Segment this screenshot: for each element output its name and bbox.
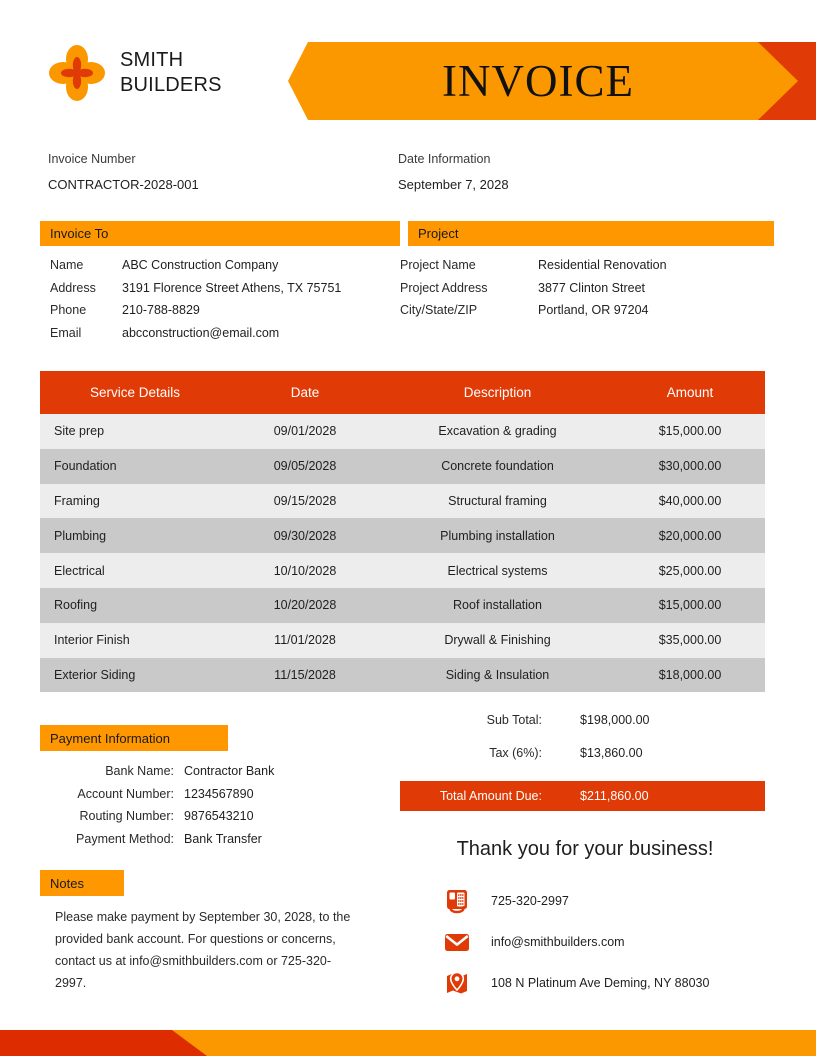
detail-value: 3191 Florence Street Athens, TX 75751: [122, 280, 342, 295]
table-row: [40, 588, 765, 623]
cell-description: Siding & Insulation: [445, 667, 550, 682]
contact-text: 725-320-2997: [491, 893, 569, 908]
detail-row: [50, 281, 341, 304]
envelope-icon: [443, 928, 471, 956]
cell-description: Drywall & Finishing: [444, 633, 551, 648]
payment-key: Payment Method:: [76, 831, 174, 846]
table-row: [40, 449, 765, 484]
cell-date: 11/01/2028: [274, 633, 336, 648]
cell-service: Electrical: [54, 563, 105, 578]
cell-description: Electrical systems: [447, 563, 548, 578]
detail-row: [400, 258, 667, 281]
detail-row: [400, 281, 667, 304]
column-header-date: Date: [290, 385, 320, 400]
detail-value: Residential Renovation: [538, 258, 667, 272]
detail-value: 210-788-8829: [122, 303, 200, 317]
invoice-to-band-title: Invoice To: [50, 226, 109, 241]
cell-service: Foundation: [54, 459, 117, 474]
payment-key: Routing Number:: [79, 809, 174, 823]
detail-key: Project Address: [400, 280, 488, 295]
party-band-row: [40, 221, 774, 246]
detail-key: City/State/ZIP: [400, 303, 478, 317]
payment-key: Account Number:: [77, 786, 174, 801]
cell-service: Site prep: [54, 424, 105, 439]
project-details: [400, 258, 667, 326]
cell-service: Framing: [54, 493, 100, 508]
detail-row: [50, 303, 341, 326]
cell-date: 09/30/2028: [273, 528, 337, 543]
page-footer: [0, 1000, 816, 1056]
detail-value: 3877 Clinton Street: [538, 280, 646, 295]
table-row: [40, 553, 765, 588]
project-band: [408, 221, 774, 246]
contact-row[interactable]: [443, 880, 773, 921]
detail-row: [400, 303, 667, 326]
page-header: [0, 0, 816, 130]
column-header-description: Description: [463, 385, 532, 400]
brand-line-1: SMITH: [120, 49, 184, 71]
payment-row: [40, 809, 274, 832]
contact-text: 108 N Platinum Ave Deming, NY 88030: [491, 975, 710, 990]
table-row: [40, 658, 765, 693]
column-header-service: Service Details: [89, 385, 181, 400]
detail-key: Email: [50, 325, 82, 340]
total-due-value: $211,860.00: [580, 789, 649, 803]
services-table: [40, 371, 765, 692]
invoice-number-label: Invoice Number: [48, 152, 136, 166]
detail-value: Portland, OR 97204: [538, 303, 649, 317]
detail-value: abcconstruction@email.com: [122, 325, 280, 340]
cell-amount: $18,000.00: [658, 667, 722, 682]
detail-value: ABC Construction Company: [122, 258, 279, 272]
payment-details: [40, 764, 274, 854]
cell-description: Excavation & grading: [438, 424, 557, 439]
tax-row: [400, 736, 765, 769]
totals-block: [400, 703, 765, 811]
cell-amount: $15,000.00: [658, 598, 722, 613]
payment-value: Bank Transfer: [184, 831, 262, 846]
cell-date: 10/10/2028: [273, 563, 337, 578]
payment-row: [40, 832, 274, 855]
contact-list: [443, 880, 773, 1003]
payment-value: 9876543210: [184, 809, 254, 823]
cell-amount: $15,000.00: [658, 424, 722, 439]
total-due-label: Total Amount Due:: [439, 789, 542, 803]
detail-key: Project Name: [400, 258, 476, 272]
date-label: Date Information: [398, 152, 491, 166]
payment-row: [40, 764, 274, 787]
table-row: [40, 518, 765, 553]
table-header-row: [40, 371, 765, 414]
map-pin-icon: [443, 969, 471, 997]
date-info-block: [398, 152, 748, 192]
invoice-to-details: [50, 258, 341, 348]
cell-service: Exterior Siding: [54, 667, 136, 682]
notes-body: Please make payment by September 30, 2028, to the provided bank account. For questions or concerns, contact us at info@smithbuilders.com or 725-320-2997.: [55, 910, 351, 990]
payment-information-band-title: Payment Information: [50, 730, 170, 746]
page-title: INVOICE: [442, 56, 634, 106]
cell-service: Plumbing: [54, 528, 107, 543]
cell-service: Interior Finish: [54, 633, 130, 648]
cell-amount: $40,000.00: [658, 493, 722, 508]
payment-value: Contractor Bank: [184, 764, 275, 778]
cell-description: Roof installation: [453, 598, 542, 613]
detail-key: Phone: [50, 303, 87, 317]
payment-key: Bank Name:: [105, 764, 174, 778]
brand-name: [120, 48, 222, 98]
invoice-number-block: [48, 152, 398, 192]
contact-row[interactable]: [443, 921, 773, 962]
table-row: [40, 623, 765, 658]
payment-information-band: [40, 725, 228, 751]
table-row: [40, 484, 765, 519]
table-row: [40, 414, 765, 449]
contact-row[interactable]: [443, 962, 773, 1003]
total-due-row: [400, 781, 765, 811]
brand-logo-block: [48, 44, 222, 102]
payment-row: [40, 787, 274, 810]
cell-description: Concrete foundation: [441, 459, 554, 474]
subtotal-row: [400, 703, 765, 736]
detail-key: Name: [50, 258, 84, 272]
column-header-amount: Amount: [666, 385, 714, 400]
tax-label: Tax (6%):: [489, 745, 542, 760]
cell-date: 09/05/2028: [273, 459, 337, 474]
contact-text: info@smithbuilders.com: [491, 934, 625, 949]
detail-row: [50, 258, 341, 281]
subtotal-label: Sub Total:: [486, 712, 542, 727]
date-value: September 7, 2028: [398, 177, 509, 192]
project-band-title: Project: [418, 226, 459, 241]
cell-amount: $25,000.00: [658, 563, 722, 578]
invoice-to-band: [40, 221, 400, 246]
tax-value: $13,860.00: [580, 745, 643, 760]
flower-logo-icon: [48, 44, 106, 102]
cell-description: Plumbing installation: [440, 528, 555, 543]
subtotal-value: $198,000.00: [580, 712, 650, 727]
notes-band: [40, 870, 124, 896]
cell-description: Structural framing: [448, 493, 547, 508]
phone-icon: [443, 887, 471, 915]
cell-date: 09/01/2028: [273, 424, 337, 439]
notes-band-title: Notes: [50, 875, 84, 891]
cell-amount: $35,000.00: [658, 633, 722, 648]
cell-date: 10/20/2028: [273, 598, 337, 613]
cell-service: Roofing: [54, 598, 98, 613]
brand-line-2: BUILDERS: [120, 74, 222, 96]
cell-date: 09/15/2028: [273, 493, 337, 508]
cell-amount: $30,000.00: [658, 459, 722, 474]
detail-row: [50, 326, 341, 349]
thank-you-message: Thank you for your business!: [456, 838, 714, 860]
cell-date: 11/15/2028: [274, 667, 336, 682]
cell-amount: $20,000.00: [658, 528, 722, 543]
invoice-number-value: CONTRACTOR-2028-001: [48, 177, 199, 192]
invoice-meta: [48, 152, 768, 192]
payment-value: 1234567890: [184, 786, 254, 801]
detail-key: Address: [50, 280, 96, 295]
table-body: [40, 414, 765, 692]
